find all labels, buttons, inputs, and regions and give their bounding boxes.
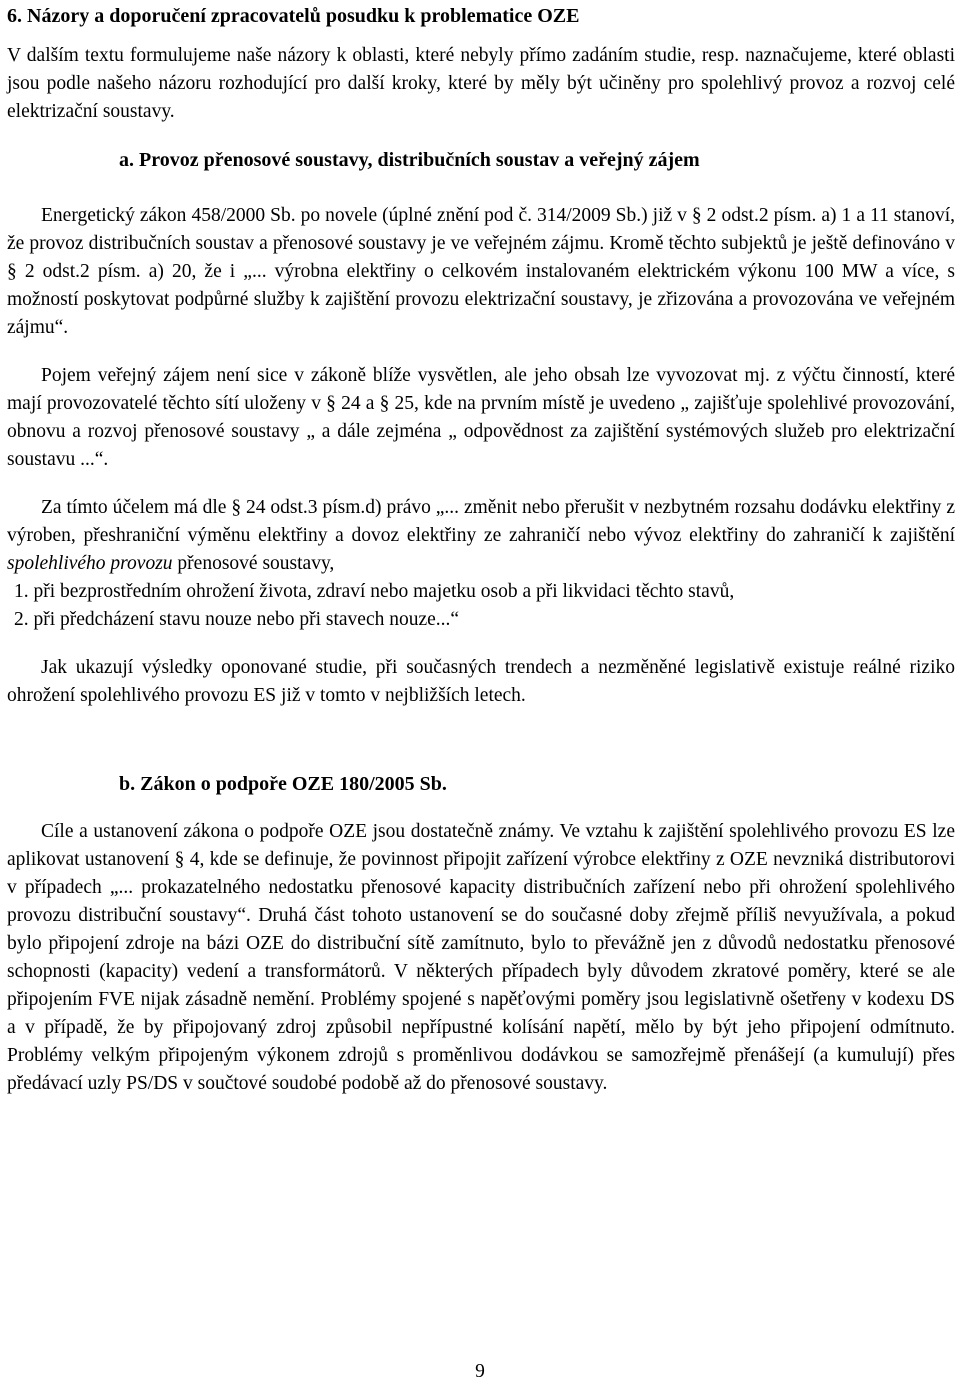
paragraph-oze-act: Cíle a ustanovení zákona o podpoře OZE jsou dostatečně známy. Ve vztahu k zajištění spolehlivého provozu ES lze aplikovat ustanovení § 4, kde se definuje, že povinnost připojit zařízení výrobce elektřiny z OZE nevzniká distributorovi v případech „... prokazatelného nedostatku přenosové kapacity distribučních zařízení nebo při ohrožení spolehlivého provozu distribuční soustavy“. Druhá část tohoto ustanovení se do současné doby zřejmě příliš nevyužívala, a pokud bylo připojení zdroje na bázi OZE do distribuční sítě zamítnuto, bylo to převážně jen z důvodů nedostatku přenosové schopnosti (kapacity) vedení a transformátorů. V některých případech byly důvodem zkratové poměry, které se ale připojením FVE nijak zásadně nemění. Problémy spojené s napěťovými poměry jsou legislativně ošetřeny v kodexu DS a v případě, že by připojovaný zdroj způsobil nepřípustné kolísání napětí, mělo by být jeho připojení odmítnuto. Problémy velkým připojeným výkonem zdrojů s proměnlivou dodávkou se samozřejmě přenášejí (a kumulují) přes předávací uzly PS/DS v součtové soudobé podobě až do přenosové soustavy.	[7, 821, 955, 1094]
paragraph-text: Za tímto účelem má dle § 24 odst.3 písm.d) právo „... změnit nebo přerušit v nezbytném rozsahu dodávku elektřiny z výroben, přeshraniční výměnu elektřiny a dovoz elektřiny ze zahraničí nebo vývoz elektřiny do zahraničí k zajištění	[7, 497, 955, 546]
paragraph-public-interest: Pojem veřejný zájem není sice v zákoně blíže vysvětlen, ale jeho obsah lze vyvozovat mj. z výčtu činností, které mají provozovatelé těchto sítí uloženy v § 24 a § 25, kde na prvním místě je uvedeno „ zajišťuje spolehlivé provozování, obnovu a rozvoj přenosové soustavy „ a dále zejména „ odpovědnost za zajištění systémových služeb pro elektrizační soustavu ...“.	[7, 365, 955, 470]
paragraph-text: přenosové soustavy,	[172, 553, 335, 574]
page-number: 9	[475, 1361, 485, 1382]
document-page	[7, 0, 955, 1098]
paragraph-right-to-interrupt	[7, 494, 955, 578]
paragraph-energy-act: Energetický zákon 458/2000 Sb. po novele (úplné znění pod č. 314/2009 Sb.) již v § 2 odst.2 písm. a) 1 a 11 stanoví, že provoz distribučních soustav a přenosové soustavy je ve veřejném zájmu. Kromě těchto subjektů je ještě definováno v § 2 odst.2 písm. a) 20, že i „... výrobna elektřiny o celkovém instalovaném elektrickém výkonu 100 MW a více, s možností poskytovat podpůrné služby k zajištění provozu elektrizační soustavy, je zřizována a provozována ve veřejném zájmu“.	[7, 205, 955, 338]
list-item: 2. při předcházení stavu nouze nebo při stavech nouze...“	[14, 609, 460, 630]
list-item: 1. při bezprostředním ohrožení života, zdraví nebo majetku osob a při likvidaci těchto stavů,	[14, 581, 735, 602]
subsection-a-heading: a. Provoz přenosové soustavy, distribučních soustav a veřejný zájem	[119, 149, 700, 171]
section-heading: 6. Názory a doporučení zpracovatelů posudku k problematice OZE	[7, 5, 580, 27]
emphasis-text: spolehlivého provozu	[7, 553, 173, 574]
intro-paragraph: V dalším textu formulujeme naše názory k oblasti, které nebyly přímo zadáním studie, resp. naznačujeme, které oblasti jsou podle našeho názoru rozhodující pro další kroky, které by měly být učiněny pro spolehlivý provoz a rozvoj celé elektrizační soustavy.	[7, 45, 955, 122]
subsection-b-heading: b. Zákon o podpoře OZE 180/2005 Sb.	[119, 773, 447, 795]
paragraph-risk: Jak ukazují výsledky oponované studie, při současných trendech a nezměněné legislativě existuje reálné riziko ohrožení spolehlivého provozu ES již v tomto v nejbližších letech.	[7, 657, 955, 706]
